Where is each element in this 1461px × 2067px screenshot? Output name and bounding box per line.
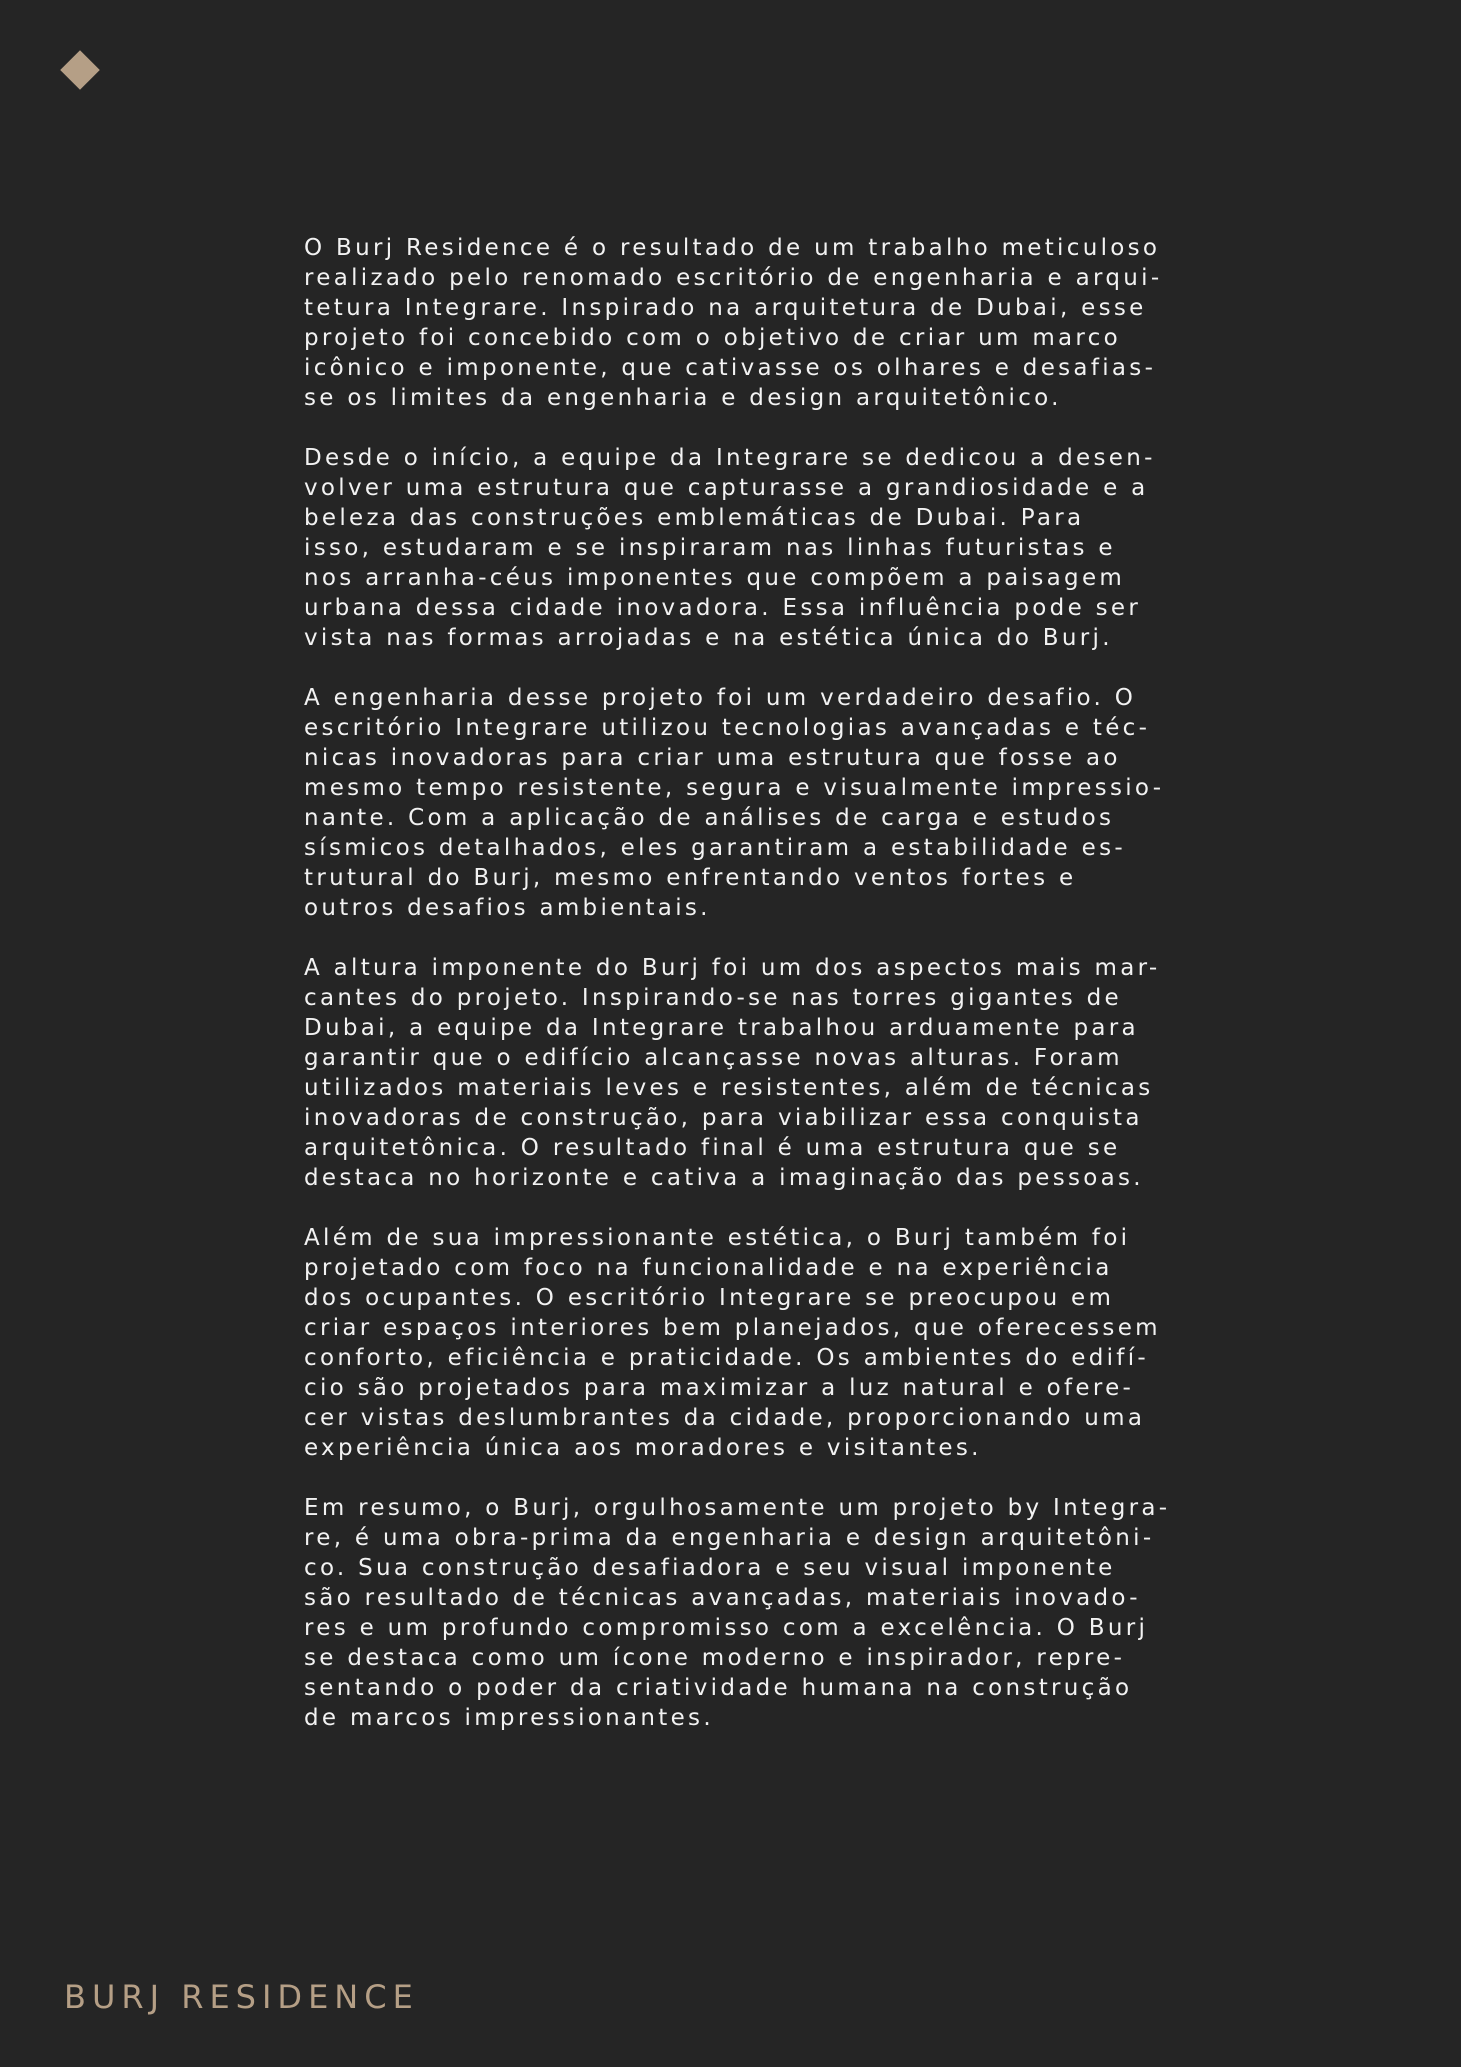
paragraph-engineering: A engenharia desse projeto foi um verdadeiro desafio. O escritório Integrare utilizou tecnologias avançadas e téc- nicas inovadoras para criar uma estrutura que fosse ao mesmo tempo resistente, segura e visualmente impressio- nante. Com a aplicação de análises de carga e estudos sísmicos detalhados, eles garantiram a estabilidade es- trutural do Burj, mesmo enfrentando ventos fortes e outros desafios ambientais. (304, 685, 1165, 921)
paragraph-inspiration: Desde o início, a equipe da Integrare se dedicou a desen- volver uma estrutura que capturasse a grandiosidade e a beleza das construções emblemáticas de Dubai. Para isso, estudaram e se inspiraram nas linhas futuristas e nos arranha-céus imponentes que compõem a paisagem urbana dessa cidade inovadora. Essa influência pode ser vista nas formas arrojadas e na estética única do Burj. (304, 445, 1156, 651)
footer-brand: BURJ RESIDENCE (64, 1978, 419, 2016)
document-body (304, 233, 1254, 1763)
paragraph-functionality: Além de sua impressionante estética, o Burj também foi projetado com foco na funcionalidade e na experiência dos ocupantes. O escritório Integrare se preocupou em criar espaços interiores bem planejados, que oferecessem conforto, eficiência e praticidade. Os ambientes do edifí- cio são projetados para maximizar a luz natural e ofere- cer vistas deslumbrantes da cidade, proporcionando uma experiência única aos moradores e visitantes. (304, 1225, 1161, 1461)
paragraph-summary: Em resumo, o Burj, orgulhosamente um projeto by Integra- re, é uma obra-prima da engenharia e design arquitetôni- co. Sua construção desafiadora e seu visual imponente são resultado de técnicas avançadas, materiais inovado- res e um profundo compromisso com a excelência. O Burj se destaca como um ícone moderno e inspirador, repre- sentando o poder da criatividade humana na construção de marcos impressionantes. (304, 1495, 1171, 1731)
paragraph-intro: O Burj Residence é o resultado de um trabalho meticuloso realizado pelo renomado escritório de engenharia e arqui- tetura Integrare. Inspirado na arquitetura de Dubai, esse projeto foi concebido com o objetivo de criar um marco icônico e imponente, que cativasse os olhares e desafias- se os limites da engenharia e design arquitetônico. (304, 235, 1163, 411)
paragraph-height: A altura imponente do Burj foi um dos aspectos mais mar- cantes do projeto. Inspirando-se nas torres gigantes de Dubai, a equipe da Integrare trabalhou arduamente para garantir que o edifício alcançasse novas alturas. Foram utilizados materiais leves e resistentes, além de técnicas inovadoras de construção, para viabilizar essa conquista arquitetônica. O resultado final é uma estrutura que se destaca no horizonte e cativa a imaginação das pessoas. (304, 955, 1161, 1191)
diamond-logo-icon (60, 50, 100, 90)
